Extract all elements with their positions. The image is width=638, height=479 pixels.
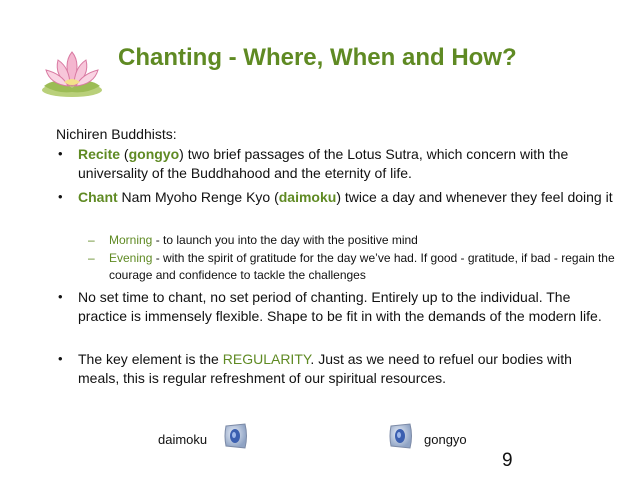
term-daimoku: daimoku <box>278 189 337 205</box>
term-gongyo: gongyo <box>128 146 180 162</box>
sub-bullet-evening: – Evening - with the spirit of gratitude for the day we’ve had. If good - gratitude, if bad - regain the courage and confidence to tackle the challenges <box>88 251 615 282</box>
speaker-icon[interactable] <box>223 422 249 450</box>
term-recite: Recite <box>78 146 121 162</box>
bullet-marker: • <box>58 351 63 366</box>
section-heading: Nichiren Buddhists: <box>56 126 177 142</box>
lotus-flower-icon <box>36 46 108 100</box>
bullet-recite: • Recite (gongyo) two brief passages of the Lotus Sutra, which concern with the universality of the Buddhahood and the eternity of life. <box>58 146 569 181</box>
sub-bullet-morning: – Morning - to launch you into the day with the positive mind <box>88 233 418 247</box>
speaker-icon[interactable] <box>388 422 414 450</box>
bullet-marker: • <box>58 189 63 204</box>
bullet-chant: • Chant Nam Myoho Renge Kyo (daimoku) twice a day and whenever they feel doing it <box>58 189 613 205</box>
page-number: 9 <box>502 450 513 471</box>
term-regularity: REGULARITY <box>222 351 311 367</box>
term-evening: Evening <box>109 251 153 265</box>
audio-label-daimoku: daimoku <box>158 432 208 447</box>
audio-label-gongyo: gongyo <box>424 432 467 447</box>
term-chant: Chant <box>78 189 118 205</box>
bullet-regularity: • The key element is the REGULARITY. Just as we need to refuel our bodies with meals, this is regular refreshment of our spiritual resources. <box>58 351 572 386</box>
bullet-marker: • <box>58 146 63 161</box>
page-title: Chanting - Where, When and How? <box>118 44 517 71</box>
bullet-marker: • <box>58 289 63 304</box>
term-morning: Morning <box>109 233 153 247</box>
bullet-no-set-time: • No set time to chant, no set period of chanting. Entirely up to the individual. The practice is immensely flexible. Shape to be fit in with the demands of the modern life. <box>58 289 602 324</box>
